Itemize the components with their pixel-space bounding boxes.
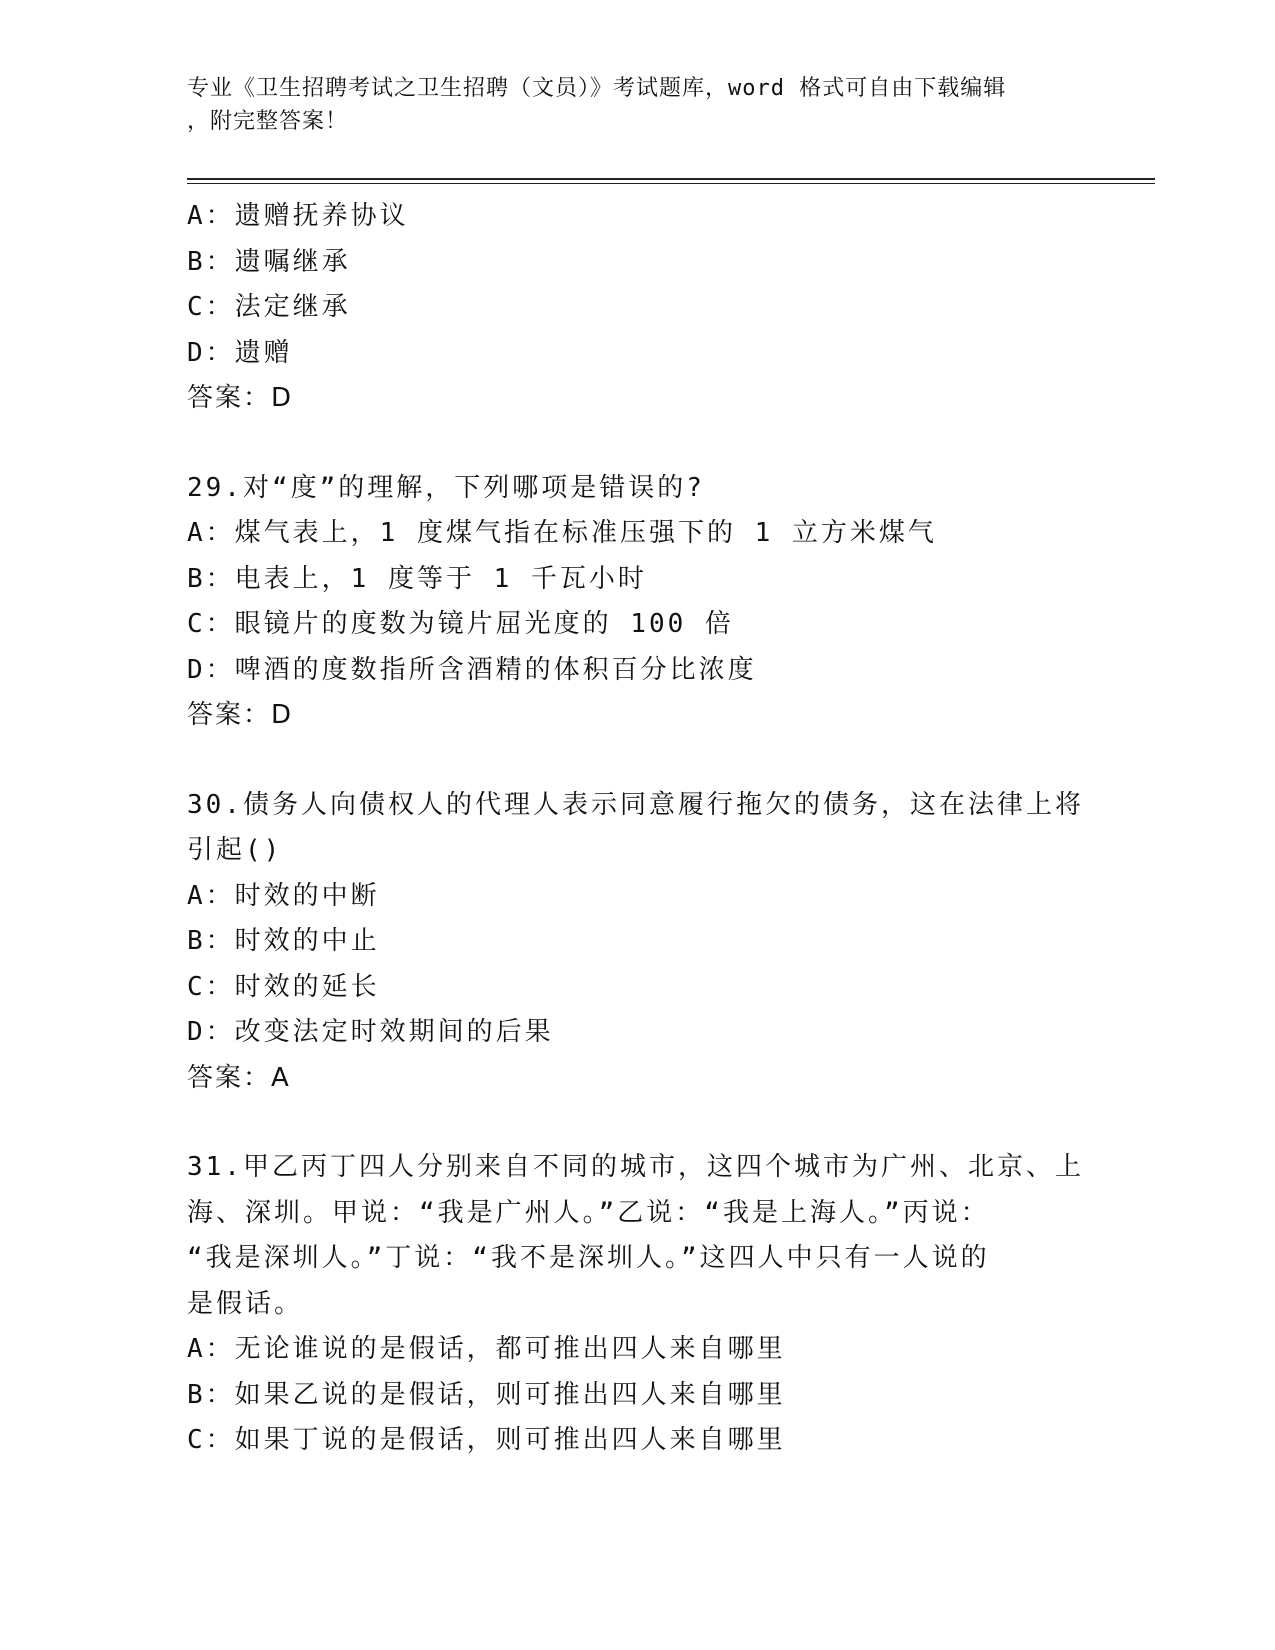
question-text-cont: 是假话。 (187, 1288, 304, 1319)
option-a: A：无论谁说的是假话，都可推出四人来自哪里 (187, 1334, 786, 1364)
document-header (187, 72, 1067, 138)
option-d: D：遗赠 (187, 337, 293, 368)
question-30 (187, 783, 1142, 1102)
question-text: 31.甲乙丙丁四人分别来自不同的城市，这四个城市为广州、北京、上 (187, 1152, 1084, 1182)
question-29 (187, 466, 1142, 739)
option-c: C：法定继承 (187, 292, 351, 322)
option-d: D：改变法定时效期间的后果 (187, 1017, 554, 1047)
question-text-cont: 海、深圳。甲说：“我是广州人。”乙说：“我是上海人。”丙说： (187, 1197, 990, 1228)
option-b: B：如果乙说的是假话，则可推出四人来自哪里 (187, 1379, 786, 1410)
option-b: B：遗嘱继承 (187, 246, 351, 277)
question-list (187, 194, 1142, 1464)
option-a: A：遗赠抚养协议 (187, 201, 409, 231)
question-text: 29.对“度”的理解，下列哪项是错误的? (187, 472, 705, 503)
question-31 (187, 1145, 1142, 1464)
question-text-cont: 引起() (187, 835, 283, 865)
answer-line: 答案：A (187, 1062, 291, 1093)
question-text-cont: “我是深圳人。”丁说：“我不是深圳人。”这四人中只有一人说的 (187, 1243, 990, 1273)
answer-line: 答案：D (187, 700, 294, 730)
header-line-1: 专业《卫生招聘考试之卫生招聘（文员）》考试题库，word 格式可自由下载编辑 (187, 76, 1007, 101)
option-b: B：时效的中止 (187, 926, 380, 956)
document-page (187, 72, 1142, 1508)
option-d: D：啤酒的度数指所含酒精的体积百分比浓度 (187, 654, 757, 685)
header-line-2: ，附完整答案！ (187, 109, 349, 134)
option-c: C：眼镜片的度数为镜片屈光度的 100 倍 (187, 609, 734, 639)
header-divider (187, 178, 1155, 184)
option-a: A：煤气表上，1 度煤气指在标准压强下的 1 立方米煤气 (187, 518, 937, 548)
answer-line: 答案：D (187, 383, 294, 413)
option-c: C：如果丁说的是假话，则可推出四人来自哪里 (187, 1425, 786, 1455)
option-a: A：时效的中断 (187, 880, 380, 911)
option-b: B：电表上，1 度等于 1 千瓦小时 (187, 563, 647, 594)
question-text: 30.债务人向债权人的代理人表示同意履行拖欠的债务，这在法律上将 (187, 789, 1084, 820)
question-28-tail (187, 194, 1142, 422)
option-c: C：时效的延长 (187, 971, 380, 1002)
